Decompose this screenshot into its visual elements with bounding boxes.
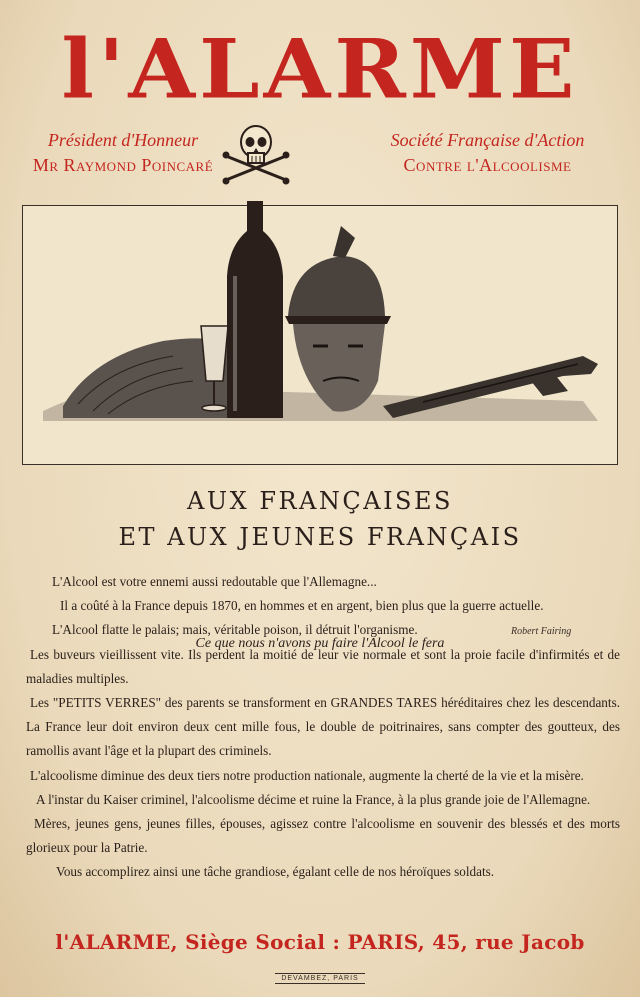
society-mission: Contre l'Alcoolisme <box>403 155 572 175</box>
honorary-president-block <box>8 128 238 178</box>
paragraph: Les "PETITS VERRES" des parents se transforment en GRANDES TARES héréditaires chez les descendants. La France leur doit environ deux cent mille fous, le double de poitrinaires, sans compter des goutteux, des ramollis avant l'âge et la plupart des criminels. <box>26 695 620 759</box>
paragraph: L'Alcool flatte le palais; mais, véritable poison, il détruit l'organisme. <box>52 622 418 638</box>
honorary-president-name: Mr Raymond Poincaré <box>32 155 214 175</box>
paragraph: A l'instar du Kaiser criminel, l'alcoolisme décime et ruine la France, à la plus grande joie de l'Allemagne. <box>36 791 591 807</box>
poster-title: l'ALARME <box>61 21 579 118</box>
footer-address: l'ALARME, Siège Social : PARIS, 45, rue Jacob <box>55 930 585 954</box>
paragraph: L'alcoolisme diminue des deux tiers notre production nationale, augmente la cherté de la vie et la misère. <box>30 767 584 783</box>
honorary-president-label: Président d'Honneur <box>47 130 199 150</box>
illustration-caption: Ce que nous n'avons pu faire l'Alcool le fera <box>195 636 445 651</box>
body-text <box>26 570 620 885</box>
paragraph: Mères, jeunes gens, jeunes filles, épouses, agissez contre l'alcoolisme en souvenir des blessés et des morts glorieux pour la Patrie. <box>26 816 620 856</box>
paragraph: Les buveurs vieillissent vite. Ils perdent la moitié de leur vie normale et sont la proie facile d'infirmités et de maladies multiples. <box>26 646 620 686</box>
paragraph: L'Alcool est votre ennemi aussi redoutable que l'Allemagne... <box>52 574 377 589</box>
society-name: Société Française d'Action <box>390 130 585 150</box>
headline-line-1: AUX FRANÇAISES <box>187 487 453 515</box>
artist-signature: Robert Fairing <box>511 626 572 637</box>
printer-mark <box>0 975 640 982</box>
headline-line-2: ET AUX JEUNES FRANÇAIS <box>118 523 522 551</box>
illustration-drawing <box>23 206 617 464</box>
paragraph: Vous accomplirez ainsi une tâche grandiose, égalant celle de nos héroïques soldats. <box>56 864 495 880</box>
paragraph: Il a coûté à la France depuis 1870, en hommes et en argent, bien plus que la guerre actuelle. <box>60 598 544 614</box>
society-block <box>345 128 630 178</box>
skull-crossbones-icon <box>220 120 292 186</box>
printer-name: DEVAMBEZ, PARIS <box>275 973 364 984</box>
